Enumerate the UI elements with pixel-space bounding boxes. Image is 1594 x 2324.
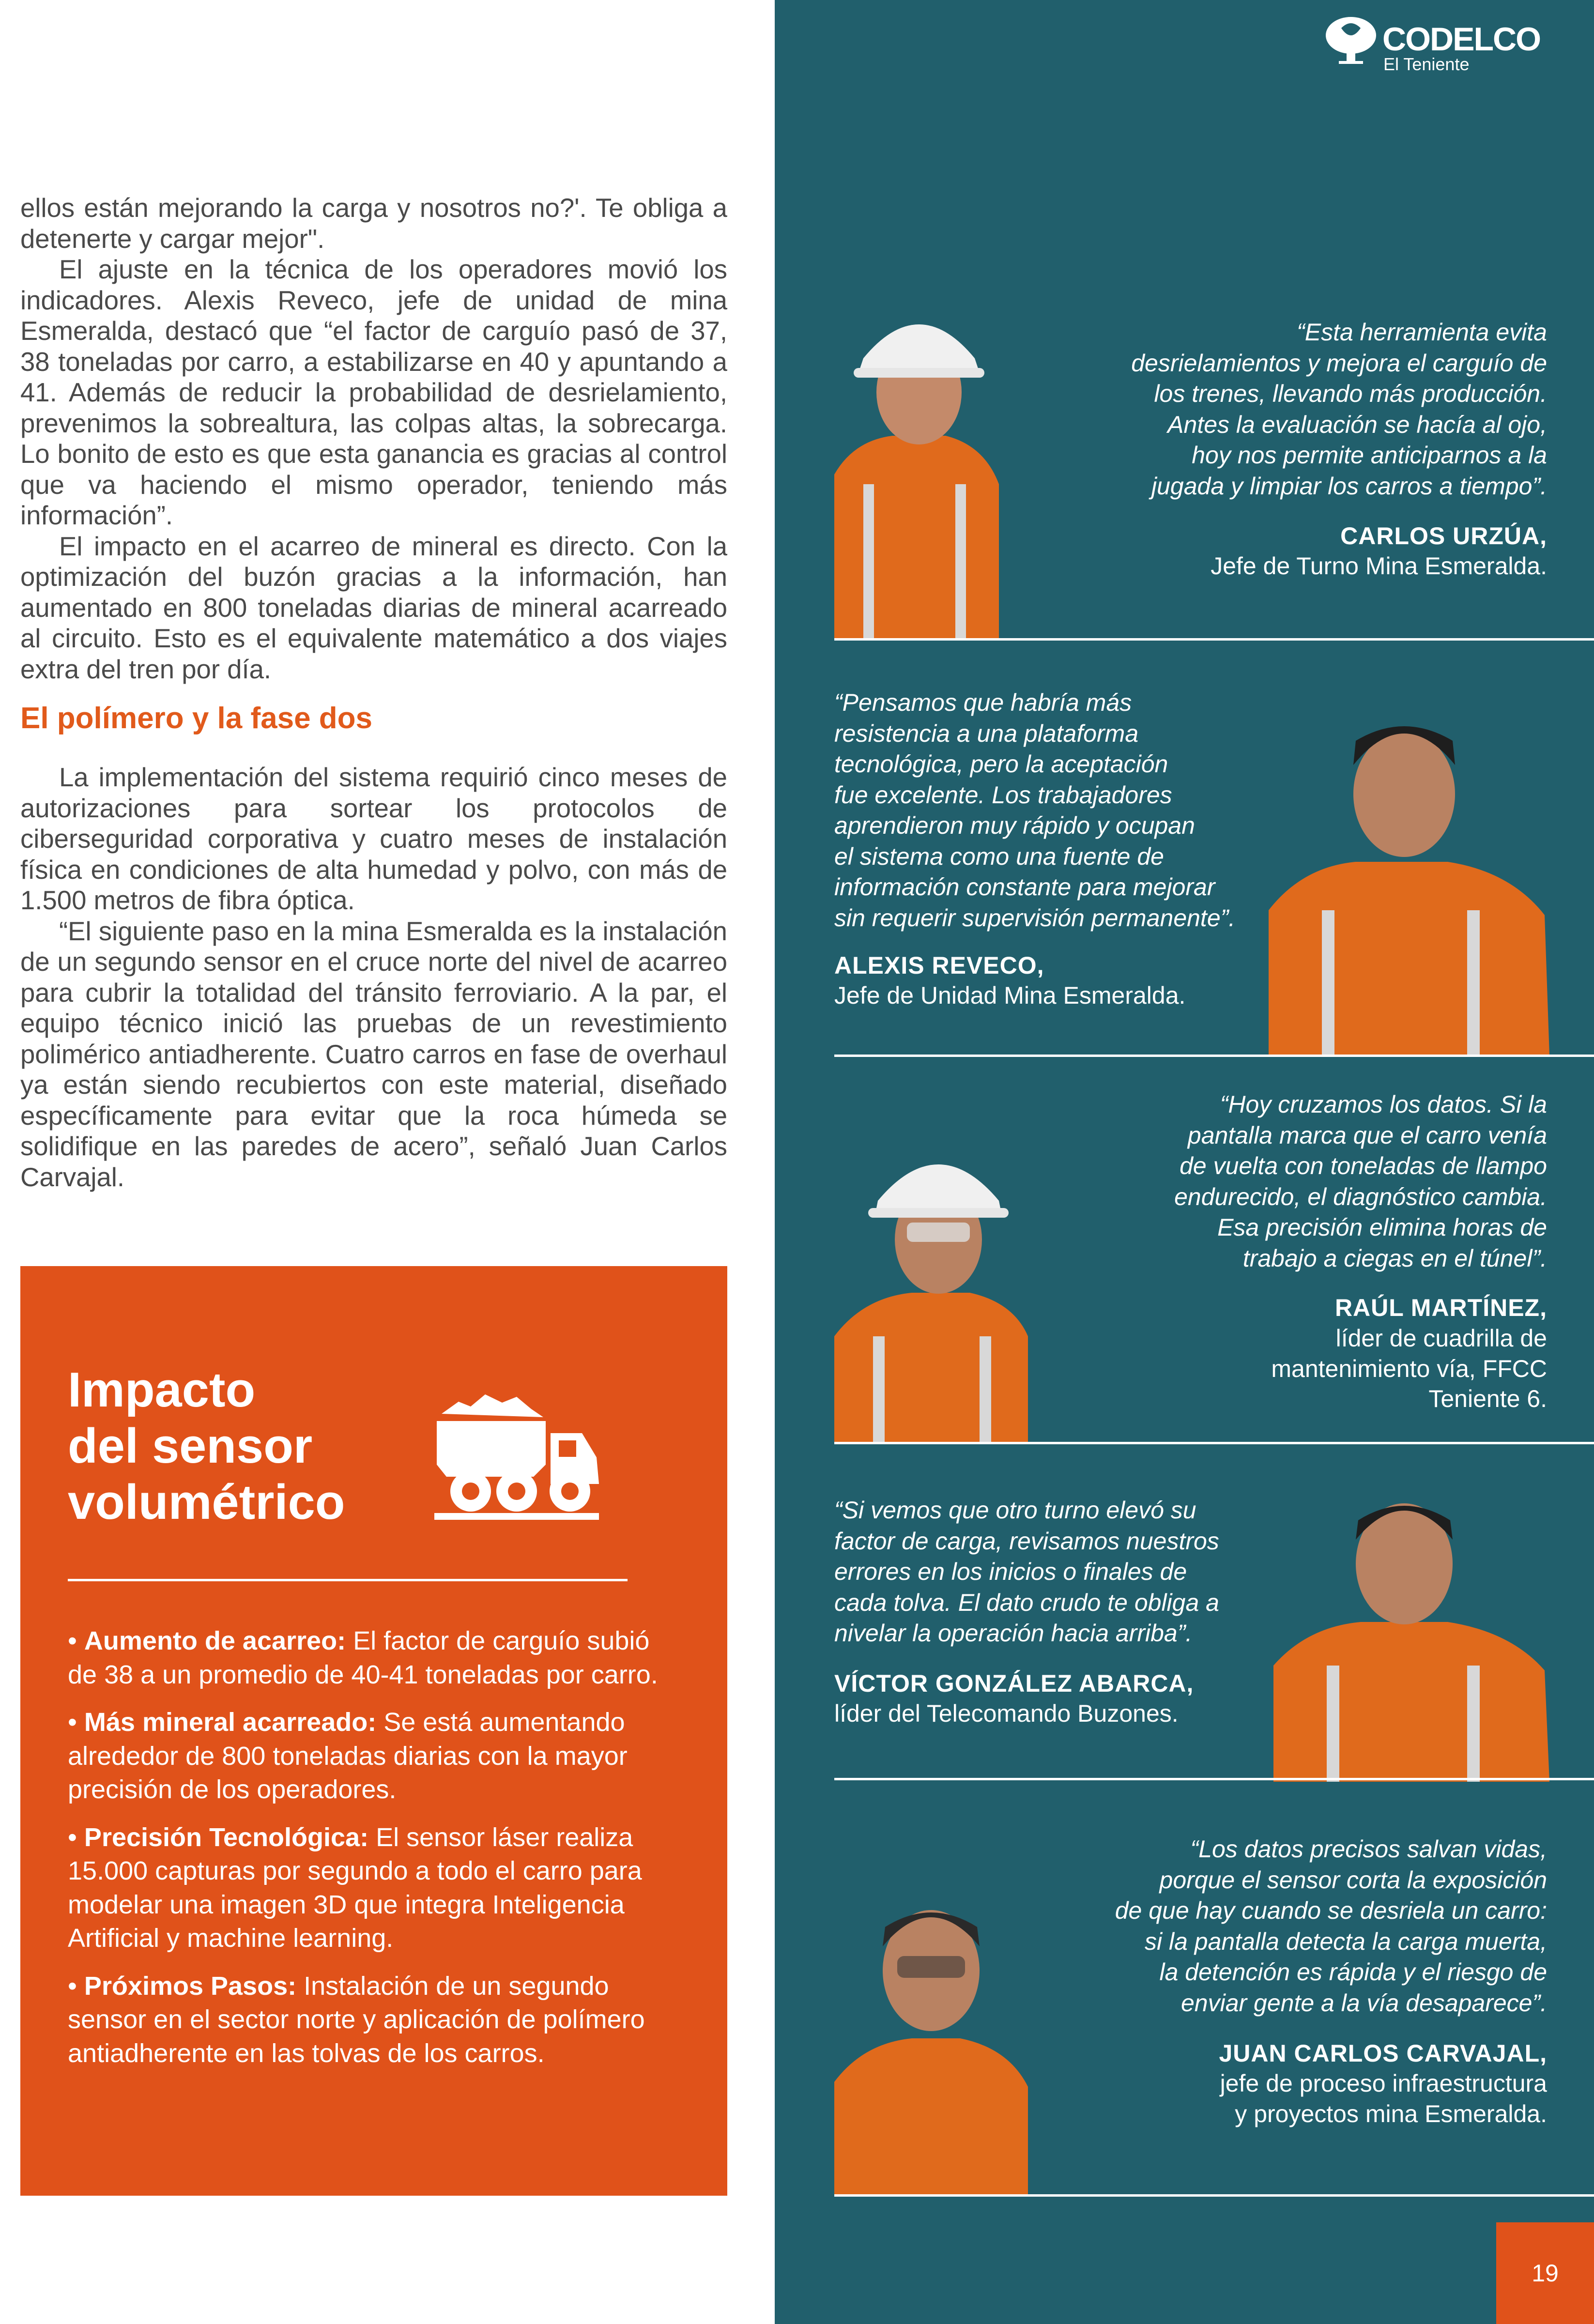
dump-truck-icon [432,1387,606,1528]
article-paragraph: La implementación del sistema requirió cinco meses de autorizaciones para sortear los protocolos de ciberseguridad corporativa y cuatro meses de instalación física en condiciones de alta humedad y polvo, con más de 1.500 metros de fibra óptica. [20,763,727,915]
article-column [20,193,727,1193]
article-paragraph: El impacto en el acarreo de mineral es directo. Con la optimización del buzón gracias a la información, han aumentado en 800 toneladas diarias de mineral acarreado al circuito. Esto es el equivalente matemático a dos viajes extra del tren por día. [20,531,727,684]
testimonials-column [775,0,1594,2324]
article-paragraph: El ajuste en la técnica de los operadores movió los indicadores. Alexis Reveco, jefe de unidad de mina Esmeralda, destacó que “el factor de carguío pasó de 37, 38 toneladas por carro, a estabilizarse en 40 y apuntando a 41. Además de reducir la probabilidad de desrielamiento, prevenimos la sobrealtura, las colpas altas, la sobrecarga. Lo bonito de esto es que esta ganancia es gracias al control que va haciendo el mismo operador, teniendo más información”. [20,255,727,530]
worker-photo [834,1109,1028,1443]
worker-photo [834,1879,1028,2196]
testimonial-divider [834,1442,1594,1444]
testimonial-quote: “Los datos precisos salvan vidas, porque el sensor corta la exposición de que hay cuando se desriela un carro: si la pantalla detecta la carga muerta, la detención es rápida y el riesgo de enviar gente a la vía desaparece”. [1115,1835,1547,2017]
testimonial-divider [834,1055,1594,1057]
testimonial-name: CARLOS URZÚA, [1340,522,1547,550]
testimonial-name: ALEXIS REVECO, [834,952,1044,979]
testimonial-role: líder del Telecomando Buzones. [834,1700,1179,1727]
testimonial-divider [834,2194,1594,2197]
testimonial-quote: “Hoy cruzamos los datos. Si la pantalla marca que el carro venía de vuelta con toneladas de llampo endurecido, el diagnóstico cambia. Esa precisión elimina horas de trabajo a ciegas en el túnel”. [1174,1091,1547,1272]
codelco-logo: CODELCO El Teniente [1324,14,1537,76]
worker-photo [834,281,999,639]
codelco-logo-icon [1324,14,1380,67]
impact-box [20,1266,727,2196]
section-heading: El polímero y la fase dos [20,702,373,735]
testimonial-name: RAÚL MARTÍNEZ, [1334,1294,1547,1321]
box-divider [68,1579,628,1581]
testimonial-role: Jefe de Turno Mina Esmeralda. [1211,552,1547,580]
testimonial-divider [834,1778,1594,1780]
article-paragraph: “El siguiente paso en la mina Esmeralda es la instalación de un segundo sensor en el cruce norte del nivel de acarreo para cubrir la totalidad del tránsito ferroviario. A la par, el equipo técnico inició las pruebas de un revestimiento polimérico antiadherente. Cuatro carros en fase de overhaul ya están siendo recubiertos con este material, diseñado específicamente para evitar que la roca húmeda se solidifique en las paredes de acero”, señaló Juan Carlos Carvajal. [20,916,727,1192]
list-item: • Más mineral acarreado: Se está aumentando alrededor de 800 toneladas diarias con la mayor precisión de los operadores. [68,1708,628,1804]
testimonial-divider [834,638,1594,641]
testimonial-quote: “Si vemos que otro turno elevó su factor de carga, revisamos nuestros errores en los inicios o finales de cada tolva. El dato crudo te obliga a nivelar la operación hacia arriba”. [834,1497,1219,1647]
page-number: 19 [1496,2222,1594,2324]
testimonial-name: JUAN CARLOS CARVAJAL, [1219,2040,1547,2067]
list-item: • Próximos Pasos: Instalación de un segundo sensor en el sector norte y aplicación de polímero antiadherente en las tolvas de los carros. [68,1971,645,2068]
list-item: • Precisión Tecnológica: El sensor láser realiza 15.000 capturas por segundo a todo el carro para modelar una imagen 3D que integra Inteligencia Artificial y machine learning. [68,1822,642,1953]
testimonial-name: VÍCTOR GONZÁLEZ ABARCA, [834,1670,1194,1697]
impact-list [68,1624,683,2084]
impact-box-title: Impacto del sensor volumétrico [68,1363,345,1529]
testimonial-quote: “Pensamos que habría más resistencia a una plataforma tecnológica, pero la aceptación fue excelente. Los trabajadores aprendieron muy rápido y ocupan el sistema como una fuente de información constante para mejorar sin requerir supervisión permanente”. [834,689,1236,932]
testimonial-role: Jefe de Unidad Mina Esmeralda. [834,982,1186,1009]
testimonial-role: líder de cuadrilla de mantenimiento vía, FFCC Teniente 6. [1271,1325,1547,1412]
list-item: • Aumento de acarreo: El factor de carguío subió de 38 a un promedio de 40-41 toneladas por carro. [68,1626,658,1689]
worker-photo [1259,1472,1549,1782]
worker-photo [1259,683,1549,1055]
testimonial-role: jefe de proceso infraestructura y proyectos mina Esmeralda. [1220,2070,1547,2127]
testimonial-quote: “Esta herramienta evita desrielamientos y mejora el carguío de los trenes, llevando más producción. Antes la evaluación se hacía al ojo, hoy nos permite anticiparnos a la jugada y limpiar los carros a tiempo”. [1131,319,1547,500]
article-paragraph: ellos están mejorando la carga y nosotros no?'. Te obliga a detenerte y cargar mejor". [20,193,727,254]
